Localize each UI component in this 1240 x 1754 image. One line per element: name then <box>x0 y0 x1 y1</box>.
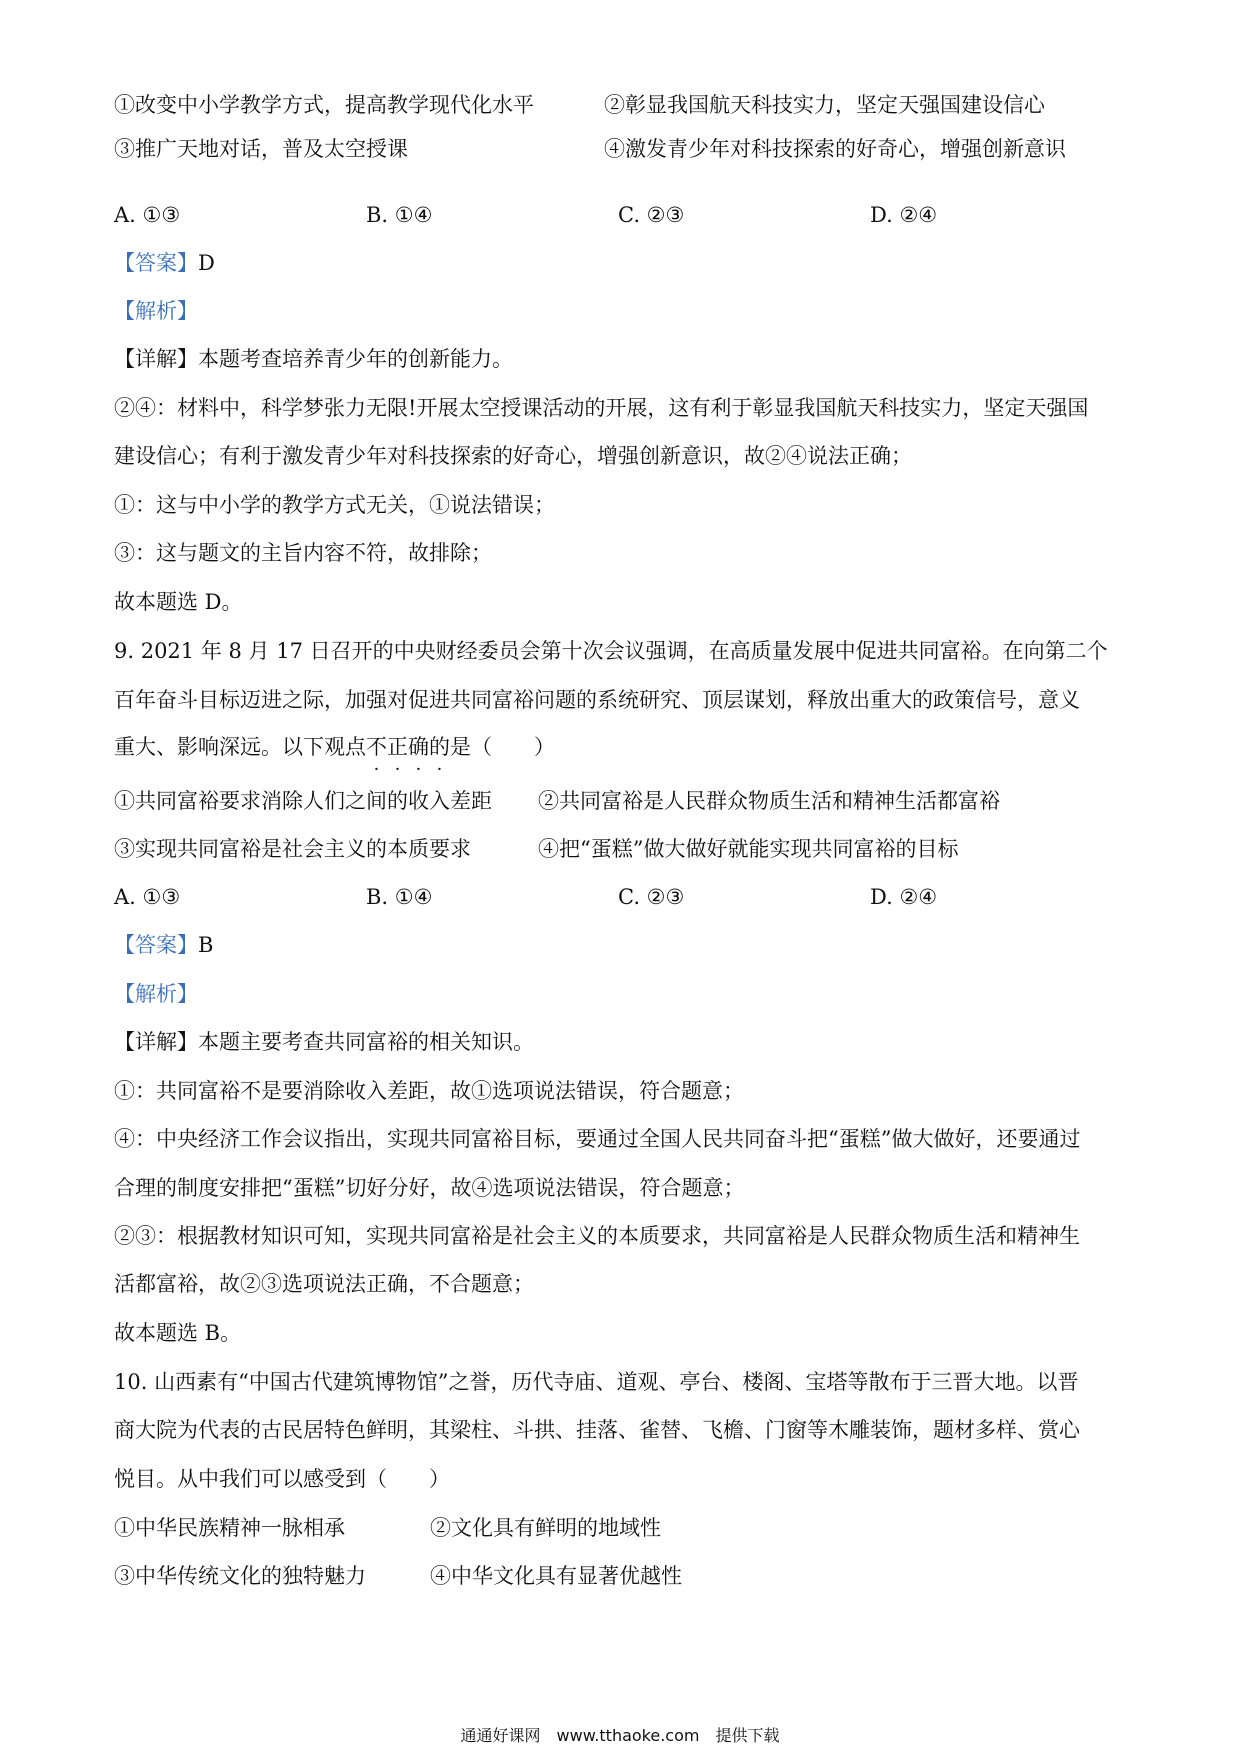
q9-choice-c: C. ②③ <box>618 885 685 909</box>
q8-conclusion: 故本题选 D。 <box>114 590 243 614</box>
q9-explanation-1: ①：共同富裕不是要消除收入差距，故①选项说法错误，符合题意； <box>114 1079 744 1103</box>
q8-choice-b: B. ①④ <box>366 203 433 227</box>
q9-choice-a: A. ①③ <box>114 885 181 909</box>
q9-explanation-5: 活都富裕，故②③选项说法正确，不合题意； <box>114 1272 534 1296</box>
q8-choice-d: D. ②④ <box>870 203 938 227</box>
q8-option-3: ③推广天地对话，普及太空授课 <box>114 137 408 161</box>
q8-explanation-4: ③：这与题文的主旨内容不符，故排除； <box>114 541 492 565</box>
q9-explanation-3: 合理的制度安排把“蛋糕”切好分好，故④选项说法错误，符合题意； <box>114 1176 745 1200</box>
q10-stem-3: 悦目。从中我们可以感受到（ ） <box>114 1467 450 1491</box>
q9-analysis-label: 【解析】 <box>114 982 198 1006</box>
answer-value: D <box>198 251 215 275</box>
answer-label: 【答案】 <box>114 933 198 957</box>
q10-option-2: ②文化具有鲜明的地域性 <box>430 1516 661 1540</box>
q8-choice-c: C. ②③ <box>618 203 685 227</box>
emphasis-char: 不 <box>366 735 387 759</box>
q8-choice-a: A. ①③ <box>114 203 181 227</box>
q10-option-4: ④中华文化具有显著优越性 <box>430 1564 682 1588</box>
q8-option-1: ①改变中小学教学方式，提高教学现代化水平 <box>114 93 534 117</box>
q9-option-1: ①共同富裕要求消除人们之间的收入差距 <box>114 789 492 813</box>
q9-choice-d: D. ②④ <box>870 885 938 909</box>
q9-detail <box>114 1027 534 1057</box>
answer-label: 【答案】 <box>114 251 198 275</box>
q9-explanation-2: ④：中央经济工作会议指出，实现共同富裕目标，要通过全国人民共同奋斗把“蛋糕”做大做好，还要通过 <box>114 1127 1081 1151</box>
q8-explanation-1: ②④：材料中，科学梦张力无限!开展太空授课活动的开展，这有利于彰显我国航天科技实力，坚定天强国 <box>114 396 1089 420</box>
q9-explanation-4: ②③：根据教材知识可知，实现共同富裕是社会主义的本质要求，共同富裕是人民群众物质生活和精神生 <box>114 1224 1080 1248</box>
q9-option-4: ④把“蛋糕”做大做好就能实现共同富裕的目标 <box>538 837 959 861</box>
q8-explanation-2: 建设信心；有利于激发青少年对科技探索的好奇心，增强创新意识，故②④说法正确； <box>114 444 912 468</box>
emphasis-char: 确 <box>408 735 429 759</box>
q9-choice-b: B. ①④ <box>366 885 433 909</box>
stem-suffix: 是（ ） <box>450 735 555 759</box>
answer-value: B <box>198 933 214 957</box>
q8-explanation-3: ①：这与中小学的教学方式无关，①说法错误； <box>114 493 555 517</box>
emphasis-char: 正 <box>387 735 408 759</box>
q9-conclusion: 故本题选 B。 <box>114 1321 242 1345</box>
page-footer: 通通好课网 www.tthaoke.com 提供下载 <box>460 1726 780 1745</box>
q9-stem-3 <box>114 732 555 762</box>
q9-stem-1: 9. 2021 年 8 月 17 日召开的中央财经委员会第十次会议强调，在高质量发展中促进共同富裕。在向第二个 <box>114 639 1108 663</box>
q10-option-1: ①中华民族精神一脉相承 <box>114 1516 345 1540</box>
detail-text: 本题考查培养青少年的创新能力。 <box>198 347 513 371</box>
q9-option-2: ②共同富裕是人民群众物质生活和精神生活都富裕 <box>538 789 1000 813</box>
q9-answer <box>114 930 213 960</box>
q8-answer <box>114 248 215 278</box>
emphasis-char: 的 <box>429 735 450 759</box>
detail-label: 【详解】 <box>114 347 198 371</box>
q9-stem-2: 百年奋斗目标迈进之际，加强对促进共同富裕问题的系统研究、顶层谋划，释放出重大的政策信号，意义 <box>114 688 1080 712</box>
stem-prefix: 重大、影响深远。以下观点 <box>114 735 366 759</box>
q10-stem-1: 10. 山西素有“中国古代建筑博物馆”之誉，历代寺庙、道观、亭台、楼阁、宝塔等散布于三晋大地。以晋 <box>114 1370 1079 1394</box>
q8-analysis-label: 【解析】 <box>114 299 198 323</box>
detail-label: 【详解】 <box>114 1030 198 1054</box>
q8-option-4: ④激发青少年对科技探索的好奇心，增强创新意识 <box>604 137 1066 161</box>
detail-text: 本题主要考查共同富裕的相关知识。 <box>198 1030 534 1054</box>
q10-option-3: ③中华传统文化的独特魅力 <box>114 1564 366 1588</box>
q8-option-2: ②彰显我国航天科技实力，坚定天强国建设信心 <box>604 93 1045 117</box>
q9-option-3: ③实现共同富裕是社会主义的本质要求 <box>114 837 471 861</box>
q8-detail <box>114 344 513 374</box>
q10-stem-2: 商大院为代表的古民居特色鲜明，其梁柱、斗拱、挂落、雀替、飞檐、门窗等木雕装饰，题材多样、赏心 <box>114 1418 1080 1442</box>
